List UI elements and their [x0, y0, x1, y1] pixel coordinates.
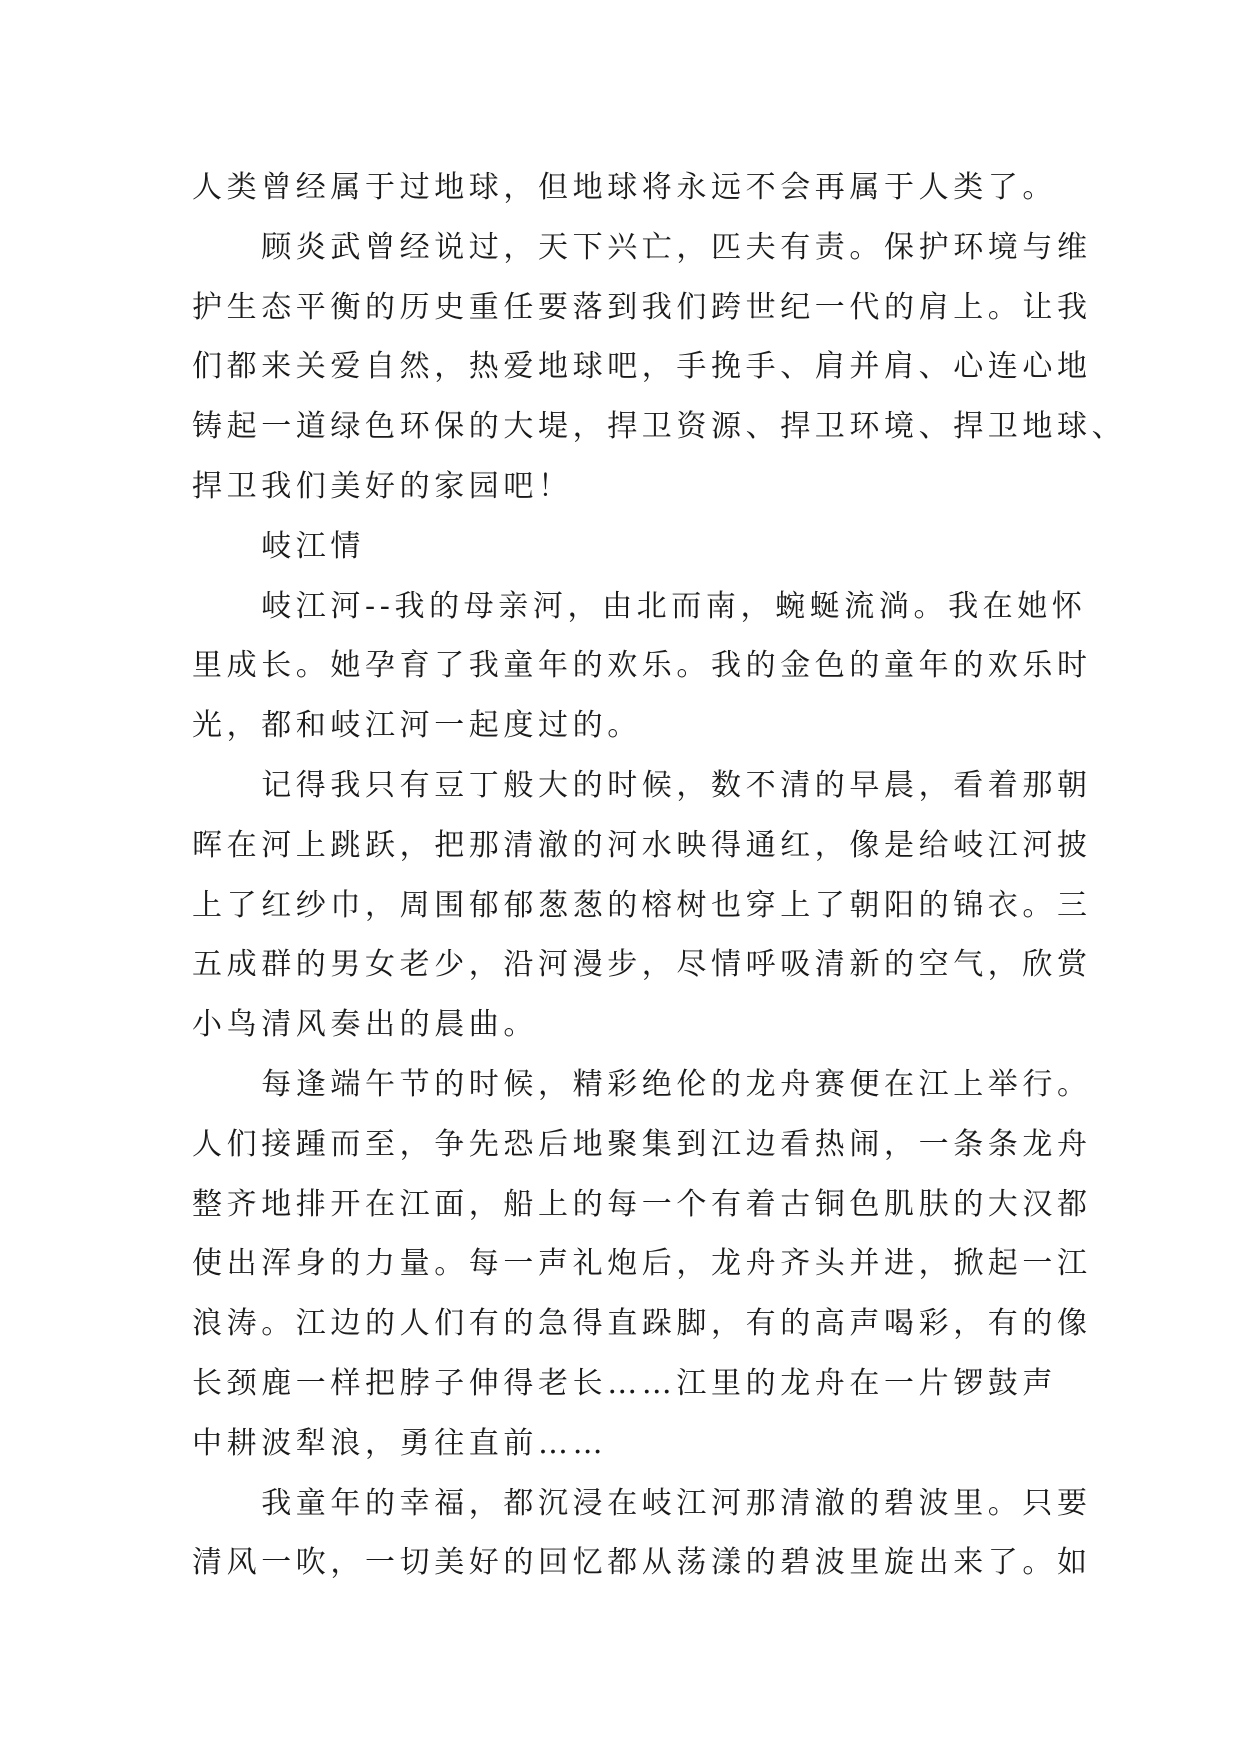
- text-line: 长颈鹿一样把脖子伸得老长……江里的龙舟在一片锣鼓声: [192, 1365, 1057, 1401]
- text-line: 上了红纱巾，周围郁郁葱葱的榕树也穿上了朝阳的锦衣。三: [192, 887, 1092, 923]
- text-line: 光，都和岐江河一起度过的。: [192, 708, 642, 744]
- text-line: 岐江河--我的母亲河，由北而南，蜿蜒流淌。我在她怀: [192, 588, 1087, 624]
- text-line: 人们接踵而至，争先恐后地聚集到江边看热闹，一条条龙舟: [192, 1126, 1092, 1162]
- text-line: 捍卫我们美好的家园吧！: [192, 468, 573, 504]
- text-line: 清风一吹，一切美好的回忆都从荡漾的碧波里旋出来了。如: [192, 1545, 1092, 1581]
- text-line: 里成长。她孕育了我童年的欢乐。我的金色的童年的欢乐时: [192, 648, 1092, 684]
- body-text: [192, 158, 1127, 1593]
- text-line: 人类曾经属于过地球，但地球将永远不会再属于人类了。: [192, 170, 1057, 205]
- text-line: 们都来关爱自然，热爱地球吧，手挽手、肩并肩、心连心地: [192, 349, 1092, 385]
- text-line: 浪涛。江边的人们有的急得直跺脚，有的高声喝彩，有的像: [192, 1306, 1092, 1342]
- text-line: 使出浑身的力量。每一声礼炮后，龙舟齐头并进，掀起一江: [192, 1246, 1092, 1282]
- section-heading: 岐江情: [192, 528, 365, 564]
- text-line: 铸起一道绿色环保的大堤，捍卫资源、捍卫环境、捍卫地球、: [192, 409, 1127, 445]
- text-line: 记得我只有豆丁般大的时候，数不清的早晨，看着那朝: [192, 767, 1092, 803]
- text-line: 护生态平衡的历史重任要落到我们跨世纪一代的肩上。让我: [192, 289, 1092, 325]
- text-line: 晖在河上跳跃，把那清澈的河水映得通红，像是给岐江河披: [192, 827, 1092, 863]
- text-line: 五成群的男女老少，沿河漫步，尽情呼吸清新的空气，欣赏: [192, 947, 1092, 983]
- text-line: 顾炎武曾经说过，天下兴亡，匹夫有责。保护环境与维: [192, 229, 1092, 265]
- text-line: 小鸟清风奏出的晨曲。: [192, 1007, 538, 1043]
- text-line: 中耕波犁浪，勇往直前……: [192, 1425, 608, 1461]
- text-line: 每逢端午节的时候，精彩绝伦的龙舟赛便在江上举行。: [192, 1066, 1092, 1102]
- text-line: 我童年的幸福，都沉浸在岐江河那清澈的碧波里。只要: [192, 1485, 1092, 1521]
- text-line: 整齐地排开在江面，船上的每一个有着古铜色肌肤的大汉都: [192, 1186, 1092, 1222]
